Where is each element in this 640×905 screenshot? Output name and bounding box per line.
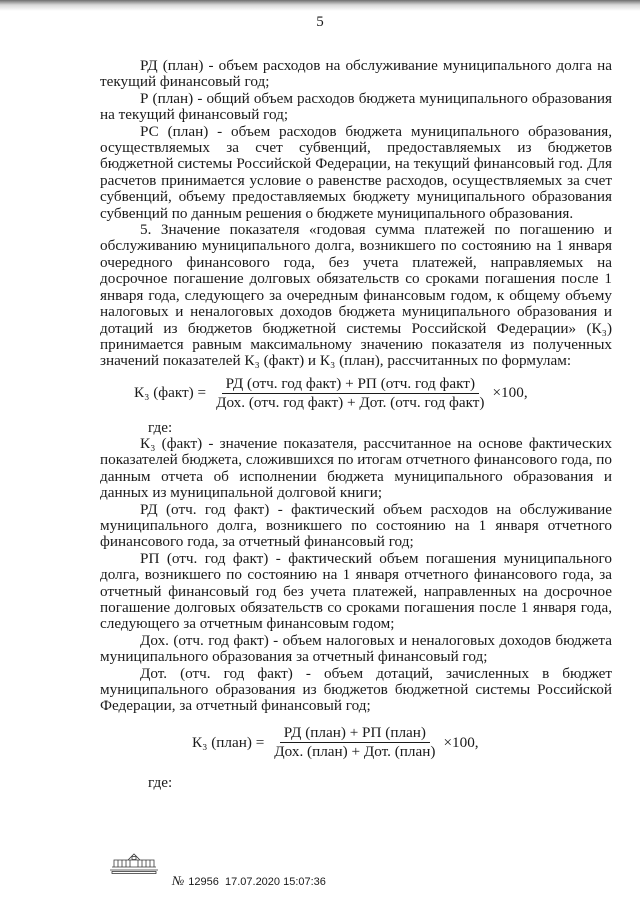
formula-k3-plan-numerator: РД (план) + РП (план) — [280, 725, 430, 743]
page-number: 5 — [316, 14, 324, 30]
formula-k3-plan-fraction — [270, 725, 439, 761]
formula-k3-fact-denominator: Дох. (отч. год факт) + Дот. (отч. год факт) — [216, 394, 485, 412]
building-emblem-icon — [106, 850, 162, 874]
paragraph-dokh-fact: Дох. (отч. год факт) - объем налоговых и неналоговых доходов бюджета муниципального образования за отчетный финансовый год; — [100, 631, 612, 666]
paragraph-k3-fact: К₃ (факт) - значение показателя, рассчитанное на основе фактических показателей бюджета, сложившихся по итогам отчетного финансового года, по данным отчета об исполнении бюджета муниципального образования и данных из муниципальной долговой книги; — [100, 434, 612, 502]
formula-k3-plan — [100, 725, 612, 761]
formula-k3-fact — [100, 376, 612, 412]
document-body — [100, 58, 612, 791]
paragraph-dot-fact: Дот. (отч. год факт) - объем дотаций, зачисленных в бюджет муниципального образования из бюджетов бюджетной системы Российской Федерации, за отчетный финансовый год; — [100, 664, 612, 715]
registration-sign: № — [172, 873, 185, 888]
scan-edge — [0, 0, 640, 12]
registration-number: 12956 — [188, 876, 219, 888]
paragraph-rd-fact: РД (отч. год факт) - фактический объем расходов на обслуживание муниципального долга, возникшего по состоянию на 1 января отчетного финансового года, за отчетный финансовый год; — [100, 500, 612, 551]
paragraph-item-5: 5. Значение показателя «годовая сумма платежей по погашению и обслуживанию муниципального долга, возникшего по состоянию на 1 января очередного финансового года, без учета платежей, направляемых на досрочное погашение долговых обязательств со сроками погашения после 1 января года, следующего за очередным финансовым годом, к общему объему налоговых и неналоговых доходов бюджета муниципального образования и дотаций из бюджетов бюджетной системы Российской Федерации» (К₃) принимается равным максимальному значению показателя из полученных значений показателей К₃ (факт) и К₃ (план), рассчитанных по формулам: — [100, 221, 612, 370]
formula-k3-plan-lhs: К₃ (план) = — [192, 733, 265, 751]
registration-datetime: 17.07.2020 15:07:36 — [224, 876, 326, 888]
paragraph-rs-plan: РС (план) - объем расходов бюджета муниципального образования, осуществляемых за счет субвенций, предоставляемых из бюджетов бюджетной системы Российской Федерации, на текущий финансовый год. Для расчетов принимается условие о равенстве расходов, осуществляемых за счет субвенций, объему предоставляемых бюджету муниципального образования субвенций по данным решения о бюджете муниципального образования. — [100, 122, 612, 222]
formula-k3-fact-numerator: РД (отч. год факт) + РП (отч. год факт) — [222, 376, 479, 394]
paragraph-rd-plan: РД (план) - объем расходов на обслуживание муниципального долга на текущий финансовый год; — [100, 57, 612, 91]
formula-k3-fact-lhs: К₃ (факт) = — [134, 384, 207, 402]
where-label: где: — [148, 418, 173, 436]
formula-k3-fact-fraction — [212, 376, 488, 412]
where-label-2: где: — [148, 773, 173, 791]
paragraph-r-plan: Р (план) - общий объем расходов бюджета муниципального образования на текущий финансовый год; — [100, 89, 612, 124]
formula-k3-plan-multiplier: ×100, — [443, 733, 479, 751]
formula-k3-plan-denominator: Дох. (план) + Дот. (план) — [274, 743, 436, 761]
paragraph-rp-fact: РП (отч. год факт) - фактический объем погашения муниципального долга, возникшего по состоянию на 1 января отчетного финансового года, за отчетный финансовый год без учета платежей, направленных на досрочное погашение долговых обязательств со сроками погашения после 1 января года, следующего за отчетным финансовым годом; — [100, 549, 612, 633]
formula-k3-fact-multiplier: ×100, — [492, 384, 528, 402]
registration-stamp — [172, 873, 326, 889]
